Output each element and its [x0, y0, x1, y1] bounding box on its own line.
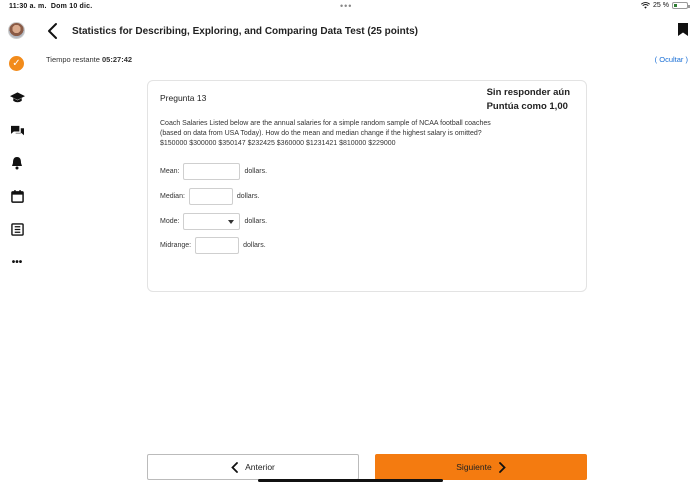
wifi-icon — [641, 2, 650, 9]
question-card — [147, 80, 587, 292]
bell-icon[interactable] — [9, 155, 25, 171]
midrange-unit: dollars. — [243, 242, 266, 249]
question-number: Pregunta 13 — [160, 93, 207, 103]
previous-label: Anterior — [245, 462, 275, 472]
mean-unit: dollars. — [244, 168, 268, 175]
mode-select[interactable] — [183, 213, 240, 230]
question-status — [487, 86, 570, 114]
calendar-icon[interactable] — [9, 188, 25, 204]
top-bar — [40, 20, 700, 44]
home-indicator — [258, 479, 443, 482]
median-label: Median: — [160, 193, 185, 200]
hide-timer-link[interactable]: ( Ocultar ) — [654, 55, 688, 64]
timer-value: 05:27:42 — [102, 55, 133, 64]
achievement-badge-icon[interactable]: ✓ — [9, 56, 24, 71]
median-input[interactable] — [189, 188, 233, 205]
next-button[interactable] — [375, 454, 587, 480]
time-remaining: Tiempo restante 05:27:42 — [46, 55, 133, 64]
midrange-label: Midrange: — [160, 242, 192, 249]
battery-icon — [672, 2, 688, 9]
more-icon[interactable]: ••• — [11, 256, 23, 268]
chevron-left-icon — [231, 462, 239, 473]
chevron-right-icon — [498, 462, 506, 473]
battery-percent: 25 % — [653, 2, 669, 9]
status-time: 11:30 a. m. Dom 10 dic. — [9, 3, 93, 10]
mode-row — [160, 213, 267, 230]
question-points: Puntúa como 1,00 — [486, 101, 568, 112]
status-bar — [0, 0, 700, 14]
mean-label: Mean: — [160, 168, 180, 175]
back-arrow-icon[interactable] — [46, 22, 60, 40]
user-avatar[interactable] — [8, 22, 25, 39]
sidebar — [0, 14, 34, 487]
chevron-down-icon — [228, 220, 234, 224]
chat-icon[interactable] — [9, 123, 25, 139]
graduation-cap-icon[interactable] — [9, 90, 25, 106]
mode-label: Mode: — [160, 218, 180, 225]
question-text: Coach Salaries Listed below are the annual salaries for a simple random sample of NCAA football coaches (based on data from USA Today). How do the mean and median change if the highest salary is omitted? $150000 $300000 $350147 $232425 $360000 $1231421 $810000 $229000 — [160, 120, 491, 147]
next-label: Siguiente — [456, 462, 492, 472]
gradebook-icon[interactable] — [9, 221, 25, 237]
page-title: Statistics for Describing, Exploring, and Comparing Data Test (25 points) — [72, 26, 418, 37]
median-row — [160, 188, 259, 205]
multitasking-dots-icon[interactable]: ••• — [340, 1, 353, 11]
previous-button[interactable] — [147, 454, 359, 480]
midrange-input[interactable] — [195, 237, 239, 254]
bookmark-icon[interactable] — [678, 23, 688, 36]
mean-input[interactable] — [183, 163, 240, 180]
midrange-row — [160, 237, 266, 254]
mean-row — [160, 163, 267, 180]
mode-unit: dollars. — [244, 218, 268, 225]
status-indicators — [641, 2, 688, 9]
median-unit: dollars. — [236, 193, 260, 200]
answer-status: Sin responder aún — [486, 87, 570, 98]
